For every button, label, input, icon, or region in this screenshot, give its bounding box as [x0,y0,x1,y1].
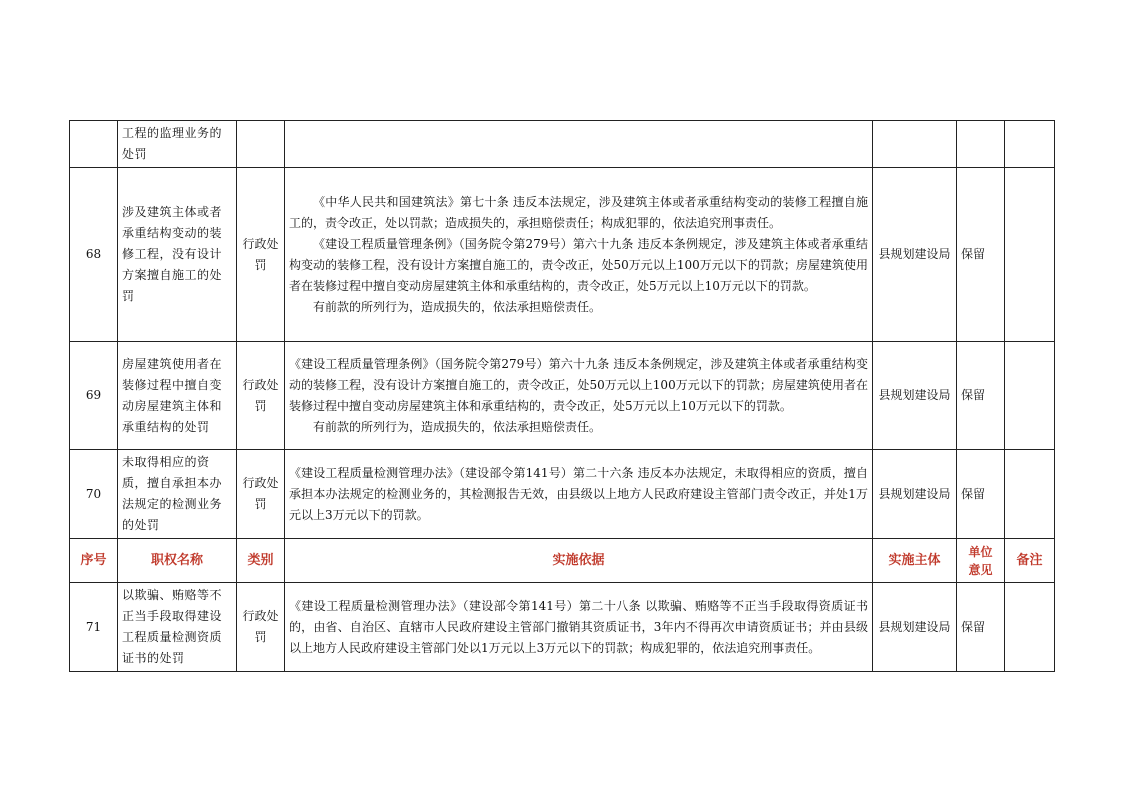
table-row [70,583,1055,672]
basis-paragraph: 《建设工程质量管理条例》（国务院令第279号）第六十九条 违反本条例规定，涉及建筑主体或者承重结构变动的装修工程，没有设计方案擅自施工的，责令改正，处50万元以上100万元以下的罚款；房屋建筑使用者在装修过程中擅自变动房屋建筑主体和承重结构的，责令改正，处5万元以上10万元以下的罚款。 [289,356,868,413]
row-number [70,121,118,168]
table-row [70,342,1055,450]
remark [1005,583,1055,672]
row-number: 68 [70,168,118,342]
implementing-body: 县规划建设局 [873,583,957,672]
power-category [237,121,285,168]
implementation-basis [285,450,873,539]
powers-table [69,120,1055,672]
power-category: 行政处罚 [237,450,285,539]
header-basis: 实施依据 [285,539,873,583]
basis-paragraph: 《建设工程质量管理条例》（国务院令第279号）第六十九条 违反本条例规定，涉及建筑主体或者承重结构变动的装修工程，没有设计方案擅自施工的，责令改正，处50万元以上100万元以下的罚款；房屋建筑使用者在装修过程中擅自变动房屋建筑主体和承重结构的，责令改正，处5万元以上10万元以下的罚款。 [289,236,868,293]
implementing-body: 县规划建设局 [873,342,957,450]
remark [1005,450,1055,539]
power-name: 房屋建筑使用者在装修过程中擅自变动房屋建筑主体和承重结构的处罚 [118,342,237,450]
unit-opinion: 保留 [957,342,1005,450]
implementing-body [873,121,957,168]
header-category: 类别 [237,539,285,583]
power-name: 工程的监理业务的处罚 [118,121,237,168]
power-category: 行政处罚 [237,342,285,450]
unit-opinion [957,121,1005,168]
table-header-row [70,539,1055,583]
implementing-body: 县规划建设局 [873,168,957,342]
header-name: 职权名称 [118,539,237,583]
remark [1005,168,1055,342]
row-number: 69 [70,342,118,450]
table-row [70,121,1055,168]
power-category: 行政处罚 [237,583,285,672]
header-remark: 备注 [1005,539,1055,583]
header-body: 实施主体 [873,539,957,583]
basis-paragraph: 有前款的所列行为，造成损失的，依法承担赔偿责任。 [313,419,602,434]
unit-opinion: 保留 [957,168,1005,342]
header-opinion-line1: 单位 [968,544,993,559]
header-no: 序号 [70,539,118,583]
header-opinion [957,539,1005,583]
basis-paragraph: 有前款的所列行为，造成损失的，依法承担赔偿责任。 [313,299,602,314]
header-opinion-line2: 意见 [968,562,993,577]
unit-opinion: 保留 [957,583,1005,672]
implementing-body: 县规划建设局 [873,450,957,539]
power-name: 未取得相应的资质，擅自承担本办法规定的检测业务的处罚 [118,450,237,539]
table-row [70,168,1055,342]
power-category: 行政处罚 [237,168,285,342]
remark [1005,342,1055,450]
basis-paragraph: 《建设工程质量检测管理办法》（建设部令第141号）第二十六条 违反本办法规定，未取得相应的资质，擅自承担本办法规定的检测业务的，其检测报告无效，由县级以上地方人民政府建设主管部门责令改正，并处1万元以上3万元以下的罚款。 [289,465,868,522]
table-row [70,450,1055,539]
unit-opinion: 保留 [957,450,1005,539]
implementation-basis [285,168,873,342]
row-number: 71 [70,583,118,672]
basis-paragraph: 《中华人民共和国建筑法》第七十条 违反本法规定，涉及建筑主体或者承重结构变动的装修工程擅自施工的，责令改正，处以罚款；造成损失的，承担赔偿责任；构成犯罪的，依法追究刑事责任。 [289,194,868,230]
implementation-basis [285,583,873,672]
implementation-basis [285,121,873,168]
remark [1005,121,1055,168]
power-name: 以欺骗、贿赂等不正当手段取得建设工程质量检测资质证书的处罚 [118,583,237,672]
implementation-basis [285,342,873,450]
basis-paragraph: 《建设工程质量检测管理办法》（建设部令第141号）第二十八条 以欺骗、贿赂等不正当手段取得资质证书的，由省、自治区、直辖市人民政府建设主管部门撤销其资质证书，3年内不得再次申请资质证书；并由县级以上地方人民政府建设主管部门处以1万元以上3万元以下的罚款；构成犯罪的，依法追究刑事责任。 [289,598,868,655]
row-number: 70 [70,450,118,539]
power-name: 涉及建筑主体或者承重结构变动的装修工程，没有设计方案擅自施工的处罚 [118,168,237,342]
